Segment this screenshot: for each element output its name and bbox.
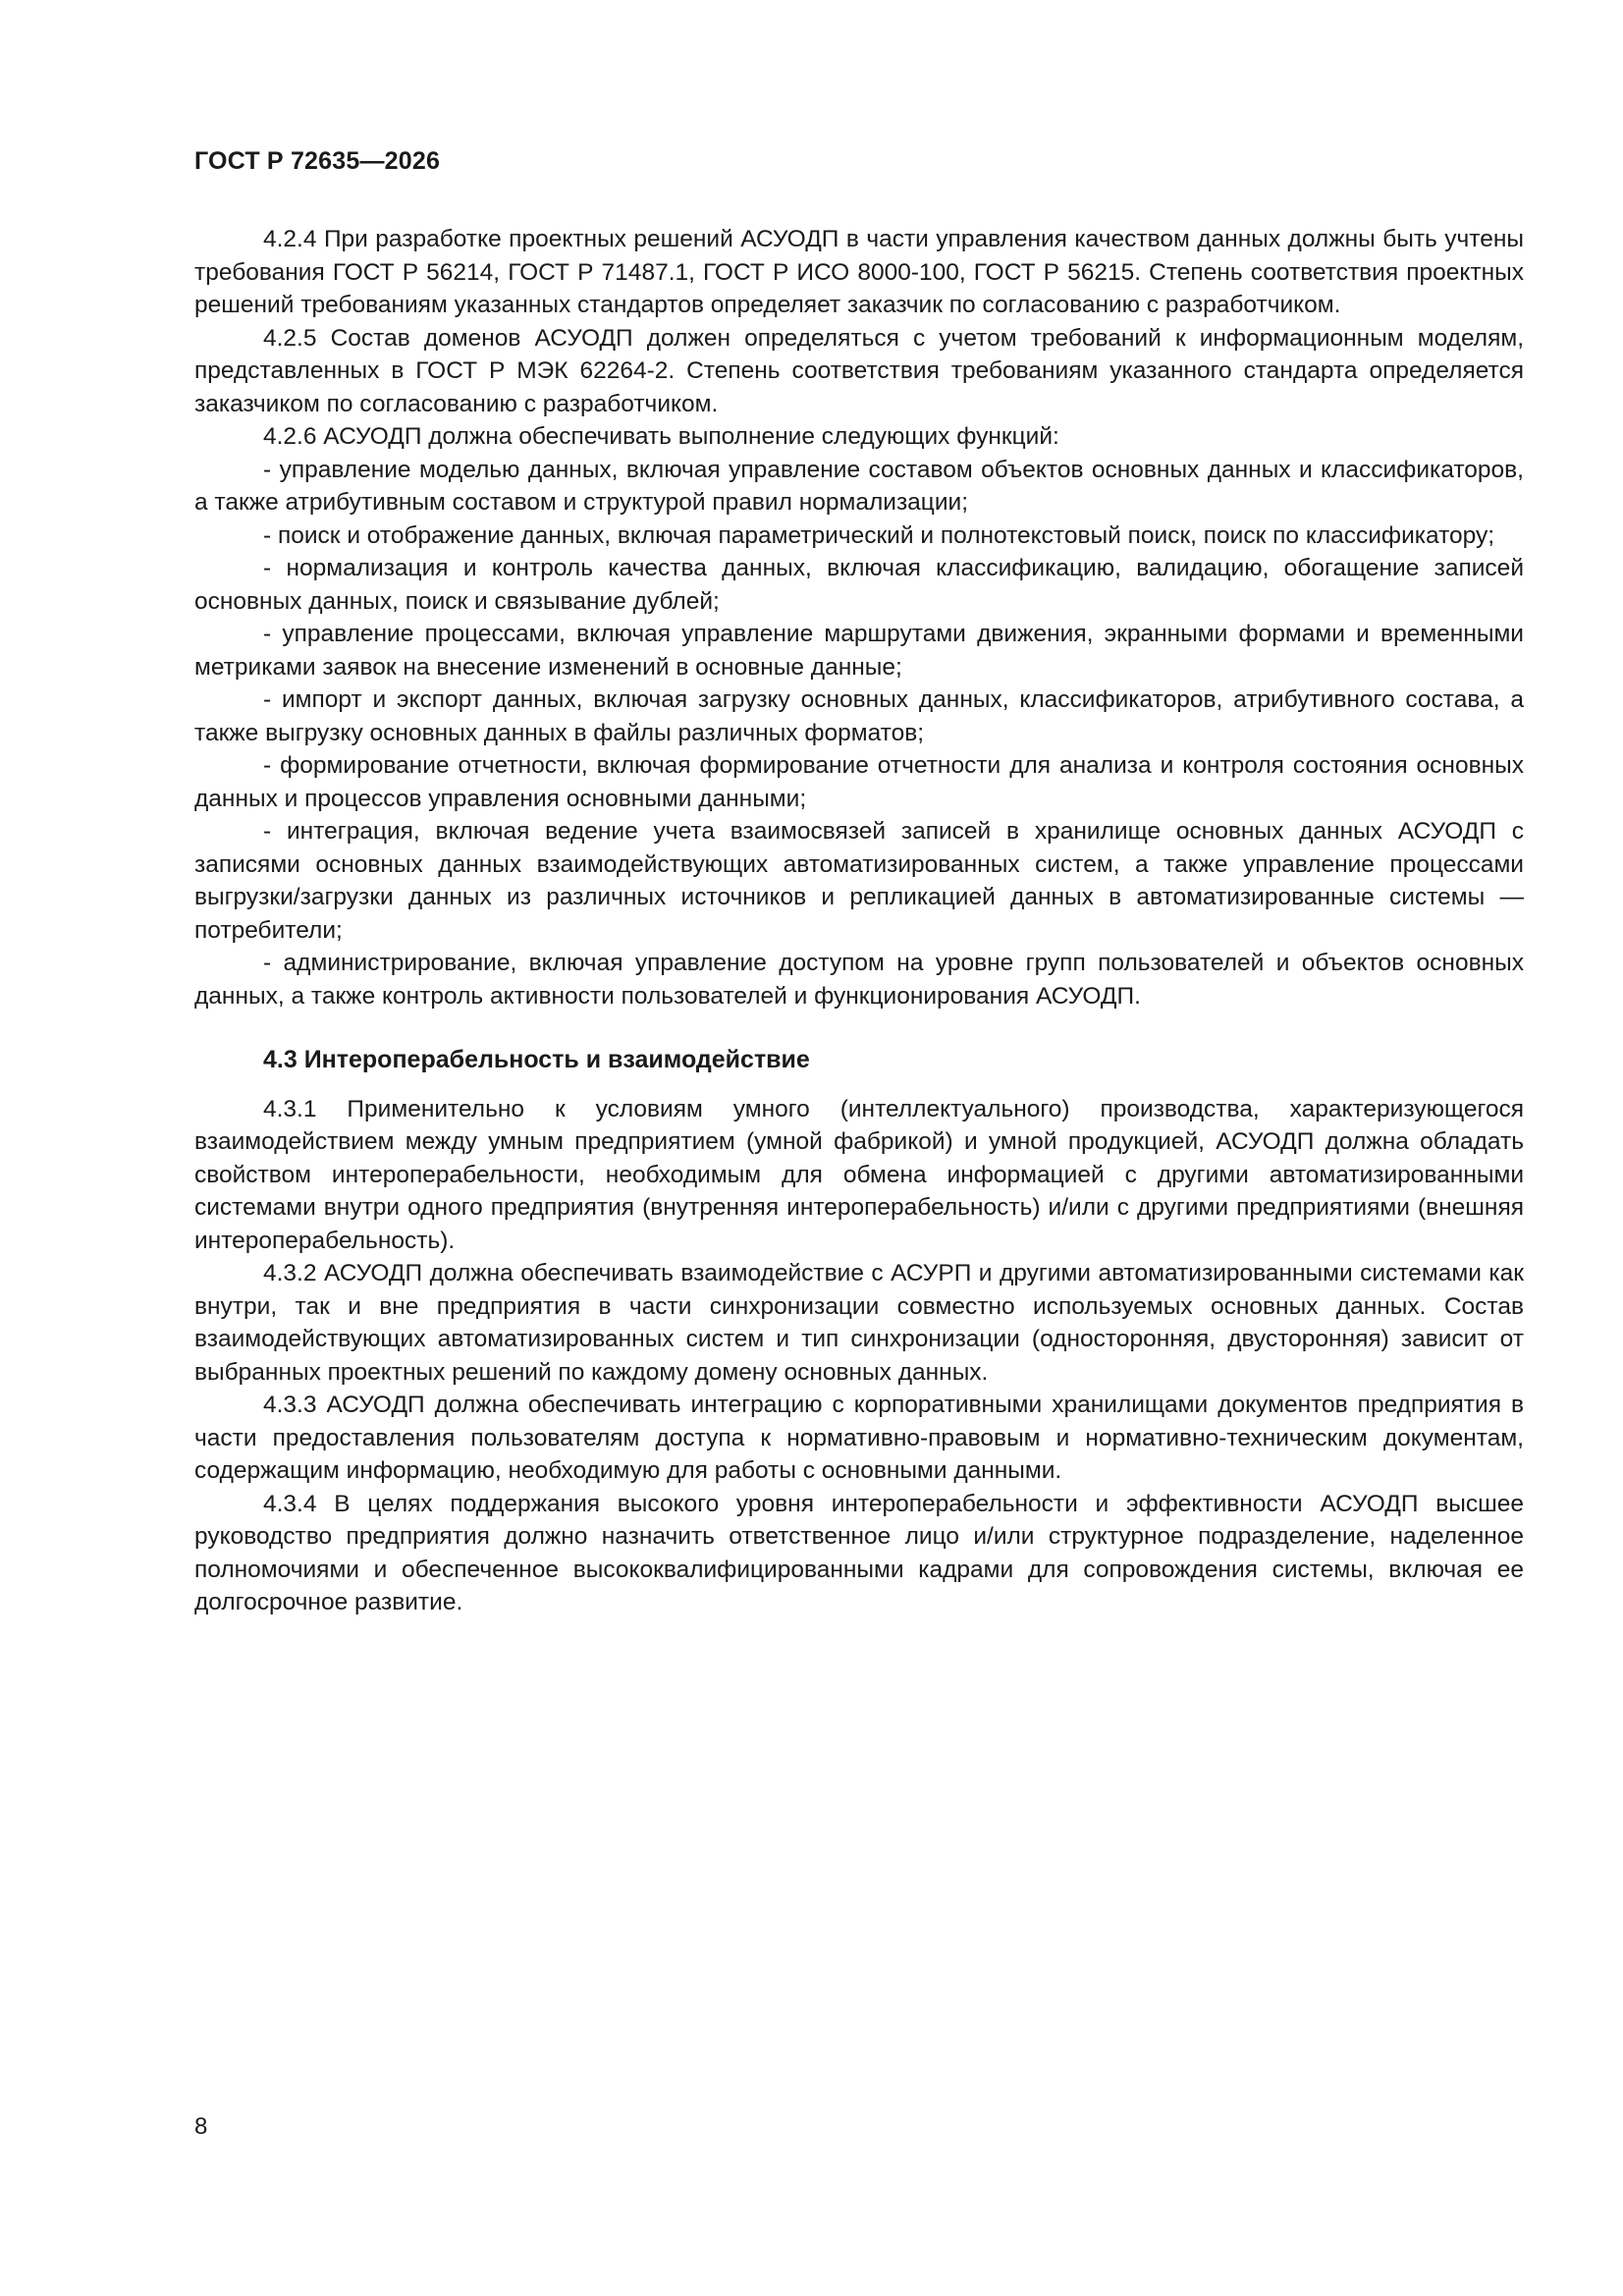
page-number: 8 (194, 2113, 208, 2140)
list-item-search: - поиск и отображение данных, включая параметрический и полнотекстовый поиск, поиск по классификатору; (263, 521, 1495, 549)
document-body (194, 223, 1524, 1619)
list-item-normalization: - нормализация и контроль качества данных, включая классификацию, валидацию, обогащение записей основных данных, поиск и связывание дублей; (194, 555, 1524, 615)
paragraph-4-2-6: 4.2.6 АСУОДП должна обеспечивать выполнение следующих функций: (263, 423, 1059, 450)
paragraph-4-2-4: 4.2.4 При разработке проектных решений АСУОДП в части управления качеством данных должны быть учтены требования ГОСТ Р 56214, ГОСТ Р 71487.1, ГОСТ Р ИСО 8000-100, ГОСТ Р 56215. Степень соответствия проектных решений требованиям указанных стандартов определяет заказчик по согласованию с разработчиком. (194, 226, 1524, 318)
paragraph-4-2-5: 4.2.5 Состав доменов АСУОДП должен определяться с учетом требований к информационным моделям, представленных в ГОСТ Р МЭК 62264-2. Степень соответствия требованиям указанного стандарта определяется заказчиком по согласованию с разработчиком. (194, 324, 1524, 417)
list-item-processes: - управление процессами, включая управление маршрутами движения, экранными формами и временными метриками заявок на внесение изменений в основные данные; (194, 621, 1524, 681)
paragraph-4-3-2: 4.3.2 АСУОДП должна обеспечивать взаимодействие с АСУРП и другими автоматизированными системами как внутри, так и вне предприятия в части синхронизации совместно используемых основных данных. Состав взаимодействующих автоматизированных систем и тип синхронизации (односторонняя, двусторонняя) зависит от выбранных проектных решений по каждому домену основных данных. (194, 1260, 1524, 1386)
list-item-integration: - интеграция, включая ведение учета взаимосвязей записей в хранилище основных данных АСУОДП с записями основных данных взаимодействующих автоматизированных систем, а также управление процессами выгрузки/загрузки данных из различных источников и репликацией данных в автоматизированные системы — потребители; (194, 818, 1524, 944)
section-heading-4-3: 4.3 Интероперабельность и взаимодействие (263, 1046, 810, 1073)
list-item-reporting: - формирование отчетности, включая формирование отчетности для анализа и контроля состояния основных данных и процессов управления основными данными; (194, 752, 1524, 812)
page-header: ГОСТ Р 72635—2026 (194, 147, 441, 175)
paragraph-4-3-1: 4.3.1 Применительно к условиям умного (интеллектуального) производства, характеризующегося взаимодействием между умным предприятием (умной фабрикой) и умной продукцией, АСУОДП должна обладать свойством интероперабельности, необходимым для обмена информацией с другими автоматизированными системами внутри одного предприятия (внутренняя интероперабельность) и/или с другими предприятиями (внешняя интероперабельность). (194, 1095, 1524, 1254)
list-item-administration: - администрирование, включая управление доступом на уровне групп пользователей и объектов основных данных, а также контроль активности пользователей и функционирования АСУОДП. (194, 950, 1524, 1010)
list-item-import-export: - импорт и экспорт данных, включая загрузку основных данных, классификаторов, атрибутивного состава, а также выгрузку основных данных в файлы различных форматов; (194, 686, 1524, 746)
paragraph-4-3-4: 4.3.4 В целях поддержания высокого уровня интероперабельности и эффективности АСУОДП высшее руководство предприятия должно назначить ответственное лицо и/или структурное подразделение, наделенное полномочиями и обеспеченное высококвалифицированными кадрами для сопровождения системы, включая ее долгосрочное развитие. (194, 1490, 1524, 1615)
list-item-data-model: - управление моделью данных, включая управление составом объектов основных данных и классификаторов, а также атрибутивным составом и структурой правил нормализации; (194, 456, 1524, 516)
paragraph-4-3-3: 4.3.3 АСУОДП должна обеспечивать интеграцию с корпоративными хранилищами документов предприятия в части предоставления пользователям доступа к нормативно-правовым и нормативно-техническим документам, содержащим информацию, необходимую для работы с основными данными. (194, 1392, 1524, 1484)
